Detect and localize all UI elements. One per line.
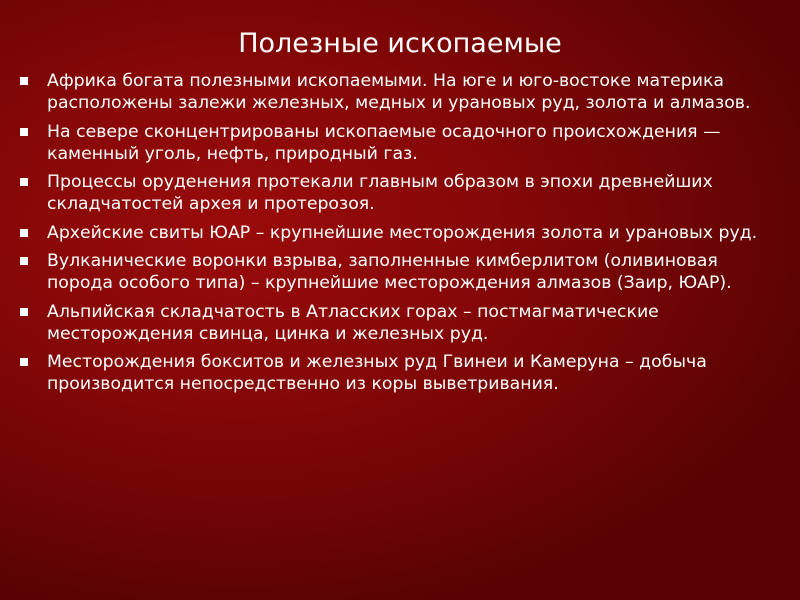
bullet-item xyxy=(18,250,788,294)
square-bullet-icon xyxy=(20,77,28,85)
bullet-item xyxy=(18,301,788,345)
bullet-item xyxy=(18,222,788,244)
bullet-item xyxy=(18,121,788,165)
bullet-text: Процессы оруденения протекали главным образом в эпохи древнейших складчатостей архея и протерозоя. xyxy=(47,172,713,214)
bullet-list xyxy=(18,70,788,402)
bullet-text: Альпийская складчатость в Атласских горах – постмагматические месторождения свинца, цинка и железных руд. xyxy=(47,301,659,344)
bullet-item xyxy=(18,351,788,395)
bullet-text: Африка богата полезными ископаемыми. На юге и юго-востоке материка расположены залежи железных, медных и урановых руд, золота и алмазов. xyxy=(47,71,751,113)
bullet-text: Месторождения бокситов и железных руд Гвинеи и Камеруна – добыча производится непосредственно из коры выветривания. xyxy=(47,352,707,394)
bullet-text: Вулканические воронки взрыва, заполненные кимберлитом (оливиновая порода особого типа) – крупнейшие месторождения алмазов (Заир, ЮАР). xyxy=(47,251,732,293)
square-bullet-icon xyxy=(20,257,28,265)
square-bullet-icon xyxy=(20,358,28,366)
bullet-text: На севере сконцентрированы ископаемые осадочного происхождения — каменный уголь, нефть, природный газ. xyxy=(47,121,721,164)
square-bullet-icon xyxy=(20,128,28,136)
square-bullet-icon xyxy=(20,229,28,237)
square-bullet-icon xyxy=(20,178,28,186)
bullet-text: Архейские свиты ЮАР – крупнейшие месторождения золота и урановых руд. xyxy=(47,222,758,243)
bullet-item xyxy=(18,70,788,114)
slide-title: Полезные ископаемые xyxy=(238,28,562,59)
square-bullet-icon xyxy=(20,308,28,316)
bullet-item xyxy=(18,171,788,215)
